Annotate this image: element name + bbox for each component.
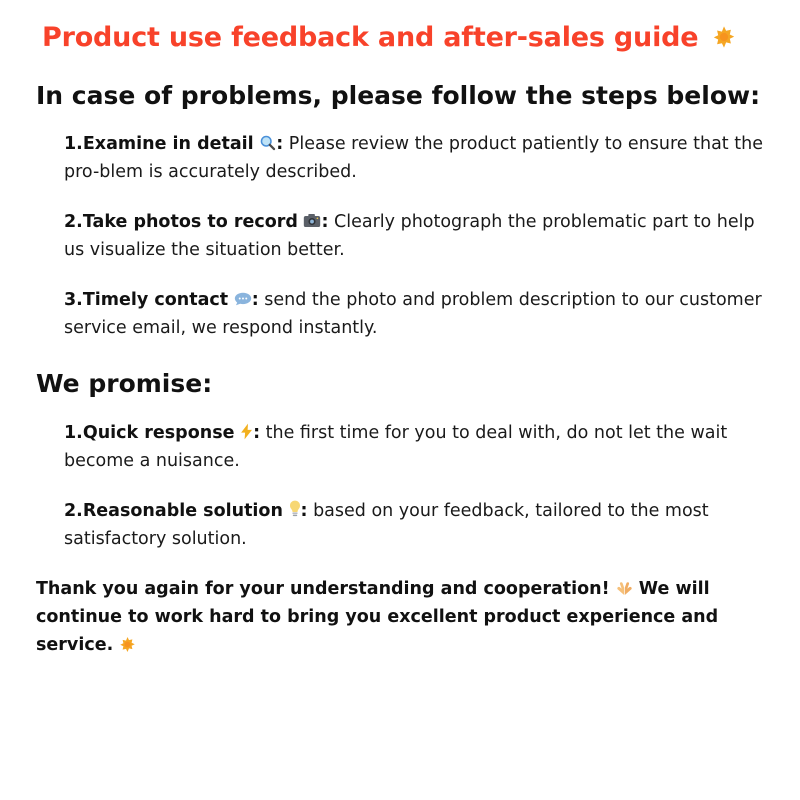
step-item (36, 419, 764, 475)
step-separator: : (253, 422, 261, 443)
closing-text-part1: Thank you again for your understanding and cooperation! (36, 578, 610, 599)
step-item (36, 497, 764, 553)
sun-star-icon (712, 25, 736, 49)
step-body: the first time for you to deal with, do not let the wait become a nuisance. (64, 422, 728, 471)
folded-hands-icon (616, 580, 633, 596)
camera-icon (303, 212, 321, 229)
step-lead: 3.Timely contact (64, 289, 229, 310)
step-body: send the photo and problem description to our customer service email, we respond instantly. (64, 289, 762, 338)
page-title (42, 22, 764, 54)
step-separator: : (276, 133, 284, 154)
step-item (36, 208, 764, 264)
closing-text-part2: We will continue to work hard to bring you excellent product experience and service. (36, 578, 719, 655)
step-lead: 2.Take photos to record (64, 211, 298, 232)
step-lead: 2.Reasonable solution (64, 500, 283, 521)
page-title-text: Product use feedback and after-sales guide (42, 22, 699, 53)
step-item (36, 286, 764, 342)
step-body: based on your feedback, tailored to the most satisfactory solution. (64, 500, 709, 549)
closing-paragraph (36, 575, 764, 659)
magnifier-icon (259, 134, 276, 151)
sun-star-icon (119, 636, 136, 653)
step-lead: 1.Examine in detail (64, 133, 254, 154)
step-separator: : (251, 289, 259, 310)
step-separator: : (321, 211, 329, 232)
step-separator: : (300, 500, 308, 521)
section-heading-promise: We promise: (36, 368, 213, 398)
speech-bubble-icon (234, 291, 252, 307)
step-body: Clearly photograph the problematic part to help us visualize the situation better. (64, 211, 755, 260)
step-body: Please review the product patiently to ensure that the pro-blem is accurately described. (64, 133, 763, 182)
lightning-icon (240, 423, 253, 440)
light-bulb-icon (289, 500, 301, 518)
section-heading-problems: In case of problems, please follow the steps below: (36, 81, 761, 111)
step-item (36, 130, 764, 186)
step-lead: 1.Quick response (64, 422, 235, 443)
